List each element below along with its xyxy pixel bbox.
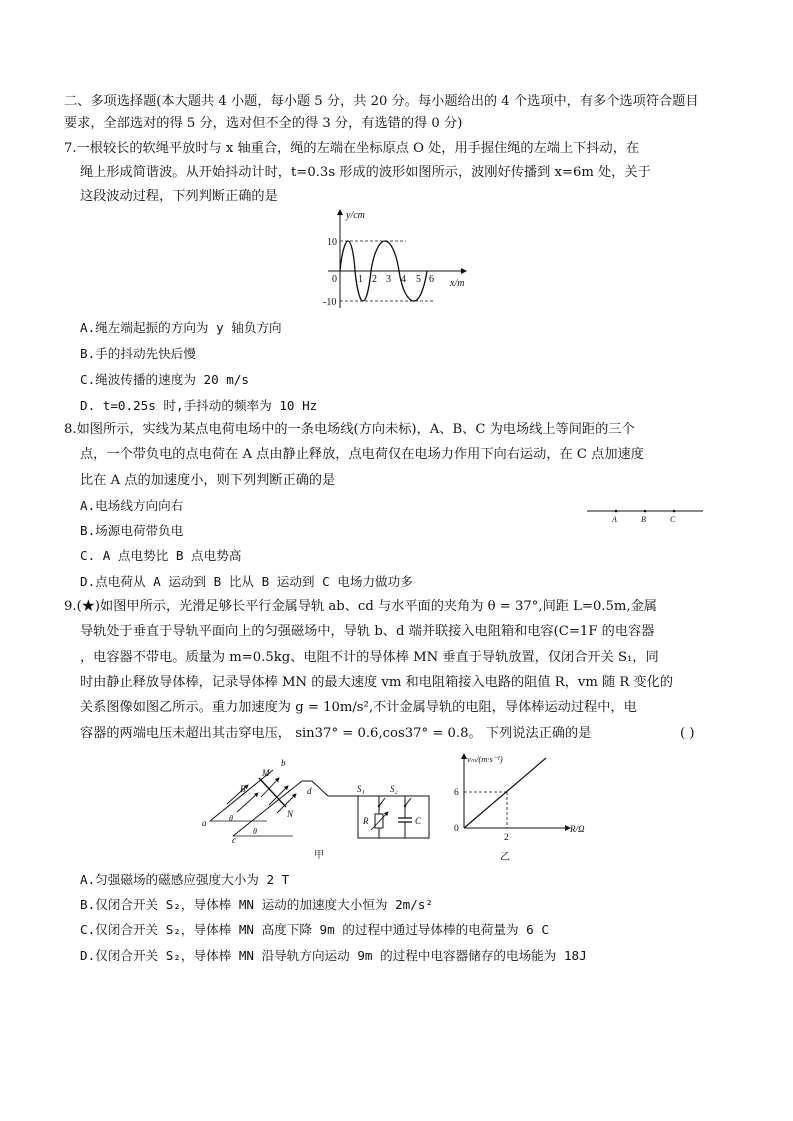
q8-stem-line-1: 8.如图所示，实线为某点电荷电场中的一条电场线(方向未标)，A、B、C 为电场线上等间距的三个 <box>64 422 635 437</box>
q7-x-tick-3: 3 <box>386 274 391 285</box>
q9-caption-jia: 甲 <box>314 850 324 861</box>
q9-stem-line-4: 时由静止释放导体棒，记录导体棒 MN 的最大速度 vm 和电阻箱接入电路的阻值 R，vm 随 R 变化的 <box>80 675 674 690</box>
section-header-line-2: 要求，全部选对的得 5 分，选对但不全的得 3 分，有选错的得 0 分) <box>64 116 463 131</box>
q7-option-b: B.手的抖动先快后慢 <box>80 346 196 361</box>
q9-label-a: a <box>202 818 207 828</box>
q9-figure-yi <box>448 748 598 866</box>
q8-label-a: A <box>612 515 617 524</box>
q7-y-axis-label: y/cm <box>346 210 365 221</box>
q8-option-b: B.场源电荷带负电 <box>80 523 184 538</box>
q7-stem-line-1: 7.一根较长的软绳平放时与 x 轴重合，绳的左端在坐标原点 O 处，用手握住绳的左端上下抖动，在 <box>64 141 640 156</box>
q7-x-tick-1: 1 <box>358 274 363 285</box>
q8-option-a: A.电场线方向向右 <box>80 498 184 513</box>
q9-yi-graph-line <box>464 758 546 828</box>
q9-label-theta-2: θ <box>253 827 257 836</box>
q9-label-theta-1: θ <box>229 814 233 823</box>
q9-yi-x-tick-2: 2 <box>504 833 509 843</box>
q9-option-a: A.匀强磁场的磁感应强度大小为 2 T <box>80 872 290 887</box>
q8-point-a <box>615 510 618 513</box>
q9-stem-line-6: 容器的两端电压未超出其击穿电压， sin37° = 0.6,cos37° = 0.8。 下列说法正确的是 <box>80 726 592 741</box>
q8-label-b: B <box>641 515 646 524</box>
q9-stem-line-1: 9.(★)如图甲所示，光滑足够长平行金属导轨 ab、cd 与水平面的夹角为 θ = 37°,间距 L=0.5m,金属 <box>64 599 657 614</box>
q8-stem-line-3: 比在 A 点的加速度小，则下列判断正确的是 <box>80 473 336 488</box>
q9-yi-y-axis-label: vₘ/(m·s⁻¹) <box>467 754 503 764</box>
q7-stem-line-2: 绳上形成简谐波。从开始抖动计时，t=0.3s 形成的波形如图所示，波刚好传播到 x=6m 处，关于 <box>80 165 651 180</box>
q8-point-b <box>644 510 647 513</box>
q9-caption-yi: 乙 <box>500 852 510 863</box>
q8-option-d: D.点电荷从 A 运动到 B 比从 B 运动到 C 电场力做功多 <box>80 574 413 589</box>
q8-option-c: C. A 点电势比 B 点电势高 <box>80 548 242 563</box>
q9-label-capacitor: C <box>415 816 422 826</box>
q7-y-tick-10: 10 <box>327 237 337 248</box>
q9-label-d: d <box>307 786 312 796</box>
q9-label-r: R <box>363 816 369 826</box>
q9-yi-y-tick-6: 6 <box>454 788 459 798</box>
q9-label-field-b: B <box>240 784 246 794</box>
q8-field-line-figure <box>585 502 707 526</box>
q9-stem-line-5: 关系图像如图乙所示。重力加速度为 g = 10m/s²,不计金属导轨的电阻，导体棒运动过程中，电 <box>80 700 637 715</box>
q9-field-arrow-4 <box>269 786 288 805</box>
q9-yi-x-axis-label: R/Ω <box>570 824 585 834</box>
q7-option-c: C.绳波传播的速度为 20 m/s <box>80 372 249 387</box>
q9-option-b: B.仅闭合开关 S₂，导体棒 MN 运动的加速度大小恒为 2m/s² <box>80 897 434 912</box>
q8-stem-line-2: 点，一个带负电的点电荷在 A 点由静止释放，点电荷仅在电场力作用下向右运动，在 C 点加速度 <box>80 447 644 462</box>
q7-wave-figure <box>318 204 478 312</box>
q9-figure-jia <box>195 752 450 862</box>
section-header-line-1: 二、多项选择题(本大题共 4 小题，每小题 5 分，共 20 分。每小题给出的 4 个选项中，有多个选项符合题目 <box>64 94 699 109</box>
q9-label-b: b <box>281 758 286 768</box>
q7-x-tick-5: 5 <box>416 274 421 285</box>
q9-label-c: c <box>232 835 236 845</box>
q7-y-tick-neg10: -10 <box>323 297 337 308</box>
q7-y-tick-0: 0 <box>332 274 337 285</box>
q9-answer-paren: ( ) <box>680 726 695 741</box>
q9-option-d: D.仅闭合开关 S₂，导体棒 MN 沿导轨方向运动 9m 的过程中电容器储存的电场能为 18J <box>80 948 587 963</box>
q9-switch-s2 <box>405 798 411 806</box>
q7-x-tick-2: 2 <box>372 274 377 285</box>
q9-circuit-wire <box>302 781 429 838</box>
q7-x-tick-6: 6 <box>429 274 434 285</box>
q8-label-c: C <box>670 515 676 524</box>
q9-field-arrow-2 <box>237 793 258 812</box>
q9-switch-s1 <box>379 798 385 806</box>
q7-option-d: D. t=0.25s 时,手抖动的频率为 10 Hz <box>80 398 318 413</box>
q7-x-tick-4: 4 <box>401 274 406 285</box>
q7-stem-line-3: 这段波动过程，下列判断正确的是 <box>80 189 278 204</box>
q9-label-n: N <box>287 809 294 819</box>
q9-label-m: M <box>262 768 270 778</box>
q9-label-s2: S₂ <box>390 784 398 794</box>
q9-field-arrow-3 <box>261 778 279 797</box>
q9-label-s1: S₁ <box>357 784 365 794</box>
q9-yi-origin: 0 <box>454 824 459 834</box>
q9-stem-line-2: 导轨处于垂直于导轨平面向上的匀强磁场中，导轨 b、d 端并联接入电阻箱和电容(C=1F 的电容器 <box>80 624 655 639</box>
q8-point-c <box>673 510 676 513</box>
q9-option-c: C.仅闭合开关 S₂，导体棒 MN 高度下降 9m 的过程中通过导体棒的电荷量为 6 C <box>80 922 549 937</box>
q7-x-axis-label: x/m <box>450 278 465 289</box>
q7-option-a: A.绳左端起振的方向为 y 轴负方向 <box>80 320 282 335</box>
q9-stem-line-3: ，电容器不带电。质量为 m=0.5kg、电阻不计的导体棒 MN 垂直于导轨放置，仅闭合开关 S₁，同 <box>80 650 659 665</box>
